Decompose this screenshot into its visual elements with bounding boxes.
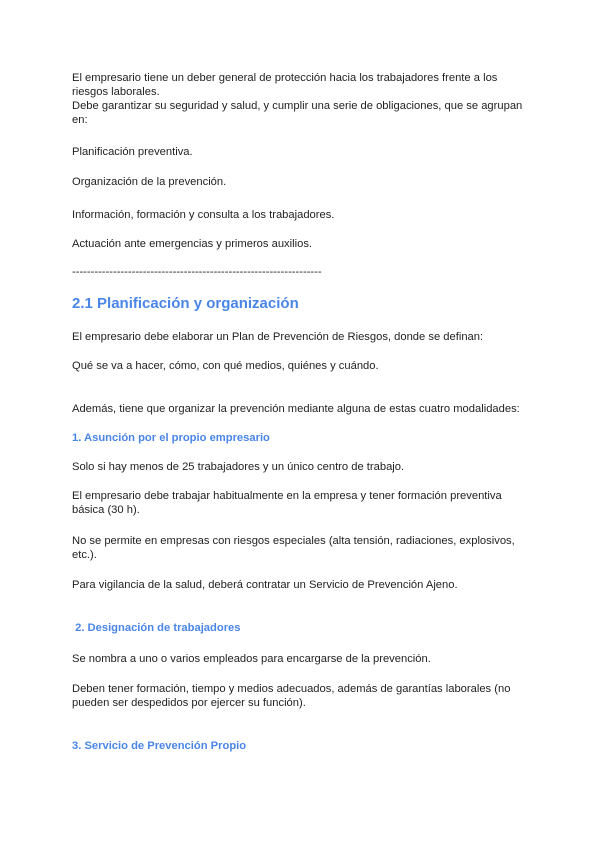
modality-paragraph: Deben tener formación, tiempo y medios adecuados, además de garantías laborales (no pueden ser despedidos por ejercer su función). <box>72 683 511 709</box>
section-paragraph: El empresario debe elaborar un Plan de Prevención de Riesgos, donde se definan: <box>72 331 484 343</box>
obligation-item: Planificación preventiva. <box>72 146 193 158</box>
modality-heading: 2. Designación de trabajadores <box>72 622 241 634</box>
obligation-item: Actuación ante emergencias y primeros auxilios. <box>72 238 313 250</box>
modality-paragraph: No se permite en empresas con riesgos especiales (alta tensión, radiaciones, explosivos, etc.). <box>72 535 515 561</box>
section-heading: 2.1 Planificación y organización <box>72 295 299 312</box>
modality-paragraph: El empresario debe trabajar habitualmente en la empresa y tener formación preventiva básica (30 h). <box>72 490 502 516</box>
intro-paragraph-1: El empresario tiene un deber general de protección hacia los trabajadores frente a los riesgos laborales. <box>72 72 498 98</box>
section-paragraph: Qué se va a hacer, cómo, con qué medios, quiénes y cuándo. <box>72 360 379 372</box>
intro-paragraph-2: Debe garantizar su seguridad y salud, y cumplir una serie de obligaciones, que se agrupan en: <box>72 100 523 126</box>
section-paragraph: Además, tiene que organizar la prevención mediante alguna de estas cuatro modalidades: <box>72 403 520 415</box>
obligation-item: Organización de la prevención. <box>72 176 227 188</box>
modality-heading: 1. Asunción por el propio empresario <box>72 432 270 444</box>
modality-heading: 3. Servicio de Prevención Propio <box>72 740 247 752</box>
separator-line: ------------------------------------------------------------------- <box>72 266 322 278</box>
modality-paragraph: Solo si hay menos de 25 trabajadores y un único centro de trabajo. <box>72 461 405 473</box>
modality-paragraph: Para vigilancia de la salud, deberá contratar un Servicio de Prevención Ajeno. <box>72 579 458 591</box>
obligation-item: Información, formación y consulta a los trabajadores. <box>72 209 335 221</box>
modality-paragraph: Se nombra a uno o varios empleados para encargarse de la prevención. <box>72 653 431 665</box>
